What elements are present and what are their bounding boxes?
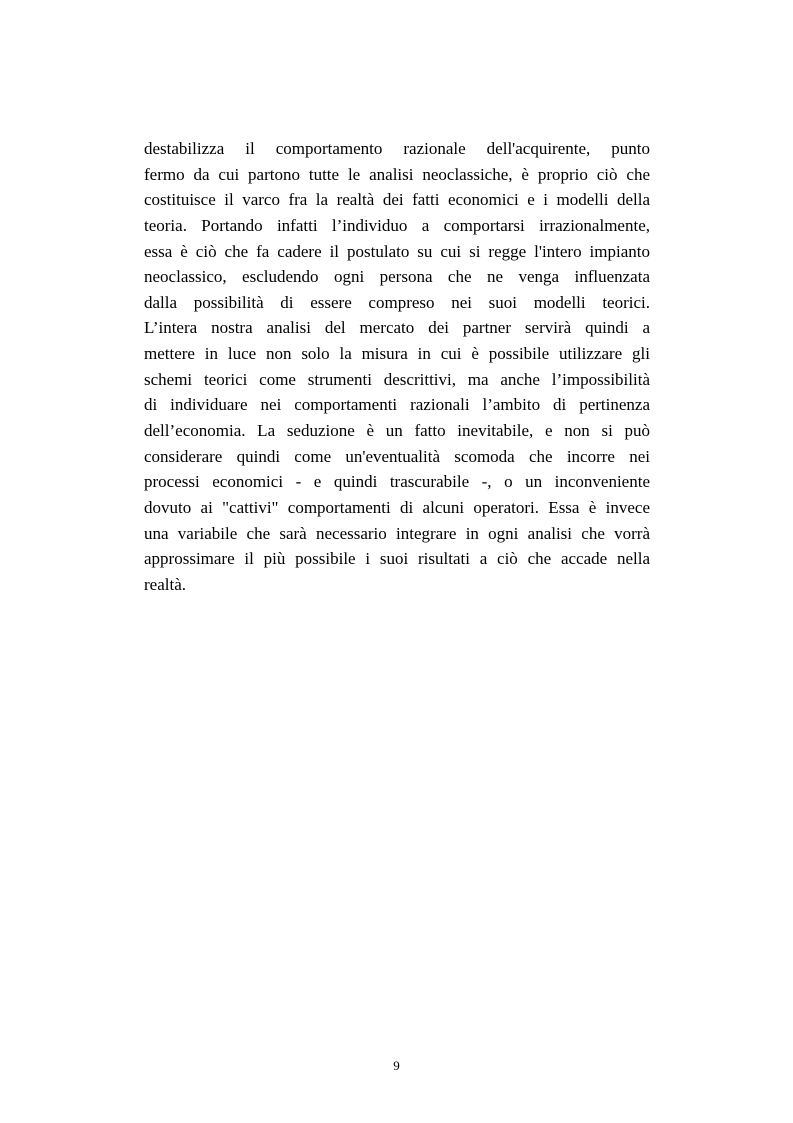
paragraph-line-16: una variabile che sarà necessario integrare in ogni analisi che vorrà <box>144 523 650 543</box>
paragraph-line-8: L’intera nostra analisi del mercato dei partner servirà quindi a <box>144 318 650 338</box>
paragraph-line-5: essa è ciò che fa cadere il postulato su cui si regge l'intero impianto <box>144 241 650 261</box>
paragraph-line-4: teoria. Portando infatti l’individuo a comportarsi irrazionalmente, <box>144 215 650 235</box>
paragraph-line-14: processi economici - e quindi trascurabile -, o un inconveniente <box>144 472 650 492</box>
paragraph-line-2: fermo da cui partono tutte le analisi neoclassiche, è proprio ciò che <box>144 164 650 184</box>
paragraph-line-3: costituisce il varco fra la realtà dei fatti economici e i modelli della <box>144 190 650 210</box>
paragraph-line-6: neoclassico, escludendo ogni persona che ne venga influenzata <box>144 267 650 287</box>
paragraph-line-17: approssimare il più possibile i suoi risultati a ciò che accade nella <box>144 549 650 569</box>
paragraph-line-10: schemi teorici come strumenti descrittivi, ma anche l’impossibilità <box>144 369 650 389</box>
body-paragraph <box>144 136 650 598</box>
paragraph-line-13: considerare quindi come un'eventualità scomoda che incorre nei <box>144 446 650 466</box>
paragraph-line-11: di individuare nei comportamenti razionali l’ambito di pertinenza <box>144 395 650 415</box>
paragraph-line-9: mettere in luce non solo la misura in cui è possibile utilizzare gli <box>144 344 650 364</box>
paragraph-line-15: dovuto ai "cattivi" comportamenti di alcuni operatori. Essa è invece <box>144 497 650 517</box>
paragraph-line-7: dalla possibilità di essere compreso nei suoi modelli teorici. <box>144 292 650 312</box>
paragraph-line-12: dell’economia. La seduzione è un fatto inevitabile, e non si può <box>144 421 650 441</box>
paragraph-line-18: realtà. <box>144 574 186 594</box>
paragraph-line-1: destabilizza il comportamento razionale dell'acquirente, punto <box>144 139 650 158</box>
page-number: 9 <box>393 1058 400 1073</box>
